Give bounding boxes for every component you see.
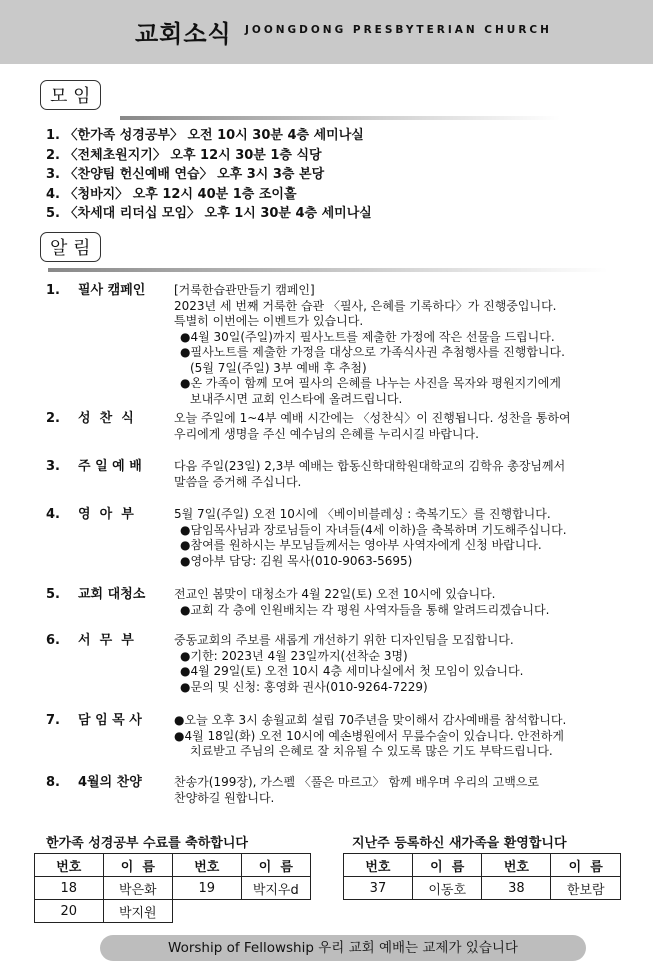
notice-line: ●오늘 오후 3시 송월교회 설립 70주년을 맞이해서 감사예배를 참석합니다. [174, 713, 567, 727]
table-cell: 이동호 [412, 877, 482, 900]
table-cell [172, 900, 241, 923]
notices-divider [48, 268, 608, 272]
table-cell: 20 [35, 900, 104, 923]
meeting-item: 2. 〈전체초원지기〉 오후 12시 30분 1층 식당 [46, 147, 322, 163]
bible-study-table [34, 853, 311, 923]
table-header: 이 름 [241, 854, 310, 877]
notice-line: 5월 7일(주일) 오전 10시에 〈베이비블레싱 : 축복기도〉를 진행합니다. [174, 507, 551, 521]
table-cell: 37 [344, 877, 413, 900]
notice-body [174, 633, 626, 713]
notice-line: 오늘 주일에 1~4부 예배 시간에는 〈성찬식〉이 진행됩니다. 성찬을 통하여 [174, 411, 571, 425]
notice-number: 7. [46, 713, 60, 728]
notice-line: ●4월 18일(화) 오전 10시에 예손병원에서 무릎수술이 있습니다. 안전하게 [174, 728, 564, 743]
notice-body [174, 283, 626, 411]
notice-line: ●담임목사님과 장로님들이 자녀들(4세 이하)을 축복하며 기도해주십니다. [180, 522, 567, 537]
meeting-item: 5. 〈차세대 리더십 모임〉 오후 1시 30분 4층 세미나실 [46, 206, 372, 221]
notice-item [46, 587, 626, 633]
table-header: 번호 [344, 854, 413, 877]
table-cell: 한보람 [551, 877, 621, 900]
notice-body [174, 411, 626, 459]
notice-number: 5. [46, 587, 60, 602]
notice-line: ●교회 각 층에 인원배치는 각 평원 사역자들을 통해 알려드리겠습니다. [180, 602, 550, 617]
notice-line: ●영아부 담당: 김원 목사(010-9063-5695) [180, 553, 413, 568]
notice-body [174, 459, 626, 507]
notice-label: 담 임 목 사 [78, 713, 142, 728]
notice-line: 2023년 세 번째 거룩한 습관 〈필사, 은혜를 기록하다〉가 진행중입니다. [174, 298, 557, 313]
table-header: 번호 [482, 854, 551, 877]
bible-study-caption: 한가족 성경공부 수료를 축하합니다 [46, 836, 248, 851]
notice-line: 우리에게 생명을 주신 예수님의 은혜를 누리시길 바랍니다. [174, 426, 479, 441]
meeting-item: 4. 〈청바지〉 오후 12시 40분 1층 조이홀 [46, 186, 297, 202]
notice-label: 필사 캠페인 [78, 283, 146, 298]
table-cell [241, 900, 310, 923]
notice-number: 8. [46, 775, 60, 790]
footer-banner: Worship of Fellowship 우리 교회 예배는 교제가 있습니다 [100, 935, 586, 961]
notice-line: ●문의 및 신청: 홍영화 권사(010-9264-7229) [180, 679, 428, 694]
table-row [35, 877, 311, 900]
notice-line: ●필사노트를 제출한 가정을 대상으로 가족식사권 추첨행사를 진행합니다. [180, 345, 565, 359]
notice-line: 찬양하길 원합니다. [174, 790, 275, 805]
meeting-item: 1. 〈한가족 성경공부〉 오전 10시 30분 4층 세미나실 [46, 128, 364, 143]
notice-number: 2. [46, 411, 60, 426]
table-row [35, 900, 311, 923]
page-title: 교회소식 [135, 20, 232, 48]
church-name: JOONGDONG PRESBYTERIAN CHURCH [245, 24, 552, 36]
notice-label: 4월의 찬양 [78, 775, 142, 790]
table-cell: 19 [172, 877, 241, 900]
notice-body [174, 587, 626, 633]
table-header: 번호 [172, 854, 241, 877]
notice-item [46, 713, 626, 775]
notice-body [174, 507, 626, 587]
notice-body [174, 775, 626, 815]
notice-line: 말씀을 증거해 주십니다. [174, 474, 302, 489]
notice-label: 성 찬 식 [78, 411, 134, 426]
table-cell: 18 [35, 877, 104, 900]
table-cell: 박지원 [103, 900, 172, 923]
header-bar [0, 0, 653, 64]
table-cell: 박지우d [241, 877, 310, 900]
table-header-row [35, 854, 311, 877]
notice-label: 주 일 예 배 [78, 459, 142, 474]
notice-line: 중동교회의 주보를 새롭게 개선하기 위한 디자인팀을 모집합니다. [174, 633, 514, 647]
notice-line: ●기한: 2023년 4월 23일까지(선착순 3명) [180, 648, 408, 663]
notice-number: 1. [46, 283, 60, 298]
table-header: 이 름 [412, 854, 482, 877]
notice-item [46, 411, 626, 459]
notice-line: 특별히 이번에는 이벤트가 있습니다. [174, 314, 364, 328]
notice-line: (5월 7일(주일) 3부 예배 후 추첨) [190, 360, 367, 375]
notice-item [46, 459, 626, 507]
notice-number: 6. [46, 633, 60, 648]
notice-number: 3. [46, 459, 60, 474]
table-header: 이 름 [551, 854, 621, 877]
notice-item [46, 633, 626, 713]
notice-item [46, 775, 626, 815]
notice-line: 보내주시면 교회 인스타에 올려드립니다. [190, 391, 403, 406]
new-families-table [343, 853, 621, 900]
notice-item [46, 507, 626, 587]
notice-label: 서 무 부 [78, 633, 134, 648]
table-row [344, 877, 621, 900]
notices-heading: 알 림 [40, 232, 101, 262]
table-header-row [344, 854, 621, 877]
notice-body [174, 713, 626, 775]
notice-label: 영 아 부 [78, 507, 134, 522]
notice-line: ●온 가족이 함께 모여 필사의 은혜를 나누는 사진을 목자와 평원지기에게 [180, 376, 561, 390]
notice-line: 다음 주일(23일) 2,3부 예배는 합동신학대학원대학교의 김학유 총장님께서 [174, 459, 566, 473]
meetings-heading: 모 임 [40, 80, 101, 110]
notices-list [46, 283, 626, 815]
notice-line: ●4월 30일(주일)까지 필사노트를 제출한 가정에 작은 선물을 드립니다. [180, 329, 555, 344]
notice-line: ●참여를 원하시는 부모님들께서는 영아부 사역자에게 신청 바랍니다. [180, 538, 542, 552]
notice-item [46, 283, 626, 411]
table-cell: 38 [482, 877, 551, 900]
table-header: 이 름 [103, 854, 172, 877]
table-header: 번호 [35, 854, 104, 877]
new-families-caption: 지난주 등록하신 새가족을 환영합니다 [352, 836, 567, 851]
table-cell: 박은화 [103, 877, 172, 900]
meetings-divider [120, 116, 560, 120]
notice-label: 교회 대청소 [78, 587, 146, 602]
notice-line: [거룩한습관만들기 캠페인] [174, 283, 315, 297]
notice-line: ●4월 29일(토) 오전 10시 4층 세미나실에서 첫 모임이 있습니다. [180, 664, 524, 678]
notice-line: 치료받고 주님의 은혜로 잘 치유될 수 있도록 많은 기도 부탁드립니다. [190, 744, 553, 758]
meetings-list [46, 126, 372, 224]
notice-number: 4. [46, 507, 60, 522]
notice-line: 찬송가(199장), 가스펠 〈풀은 마르고〉 함께 배우며 우리의 고백으로 [174, 775, 539, 789]
notice-line: 전교인 봄맞이 대청소가 4월 22일(토) 오전 10시에 있습니다. [174, 587, 496, 601]
meeting-item: 3. 〈찬양팀 헌신예배 연습〉 오후 3시 3층 본당 [46, 167, 325, 182]
